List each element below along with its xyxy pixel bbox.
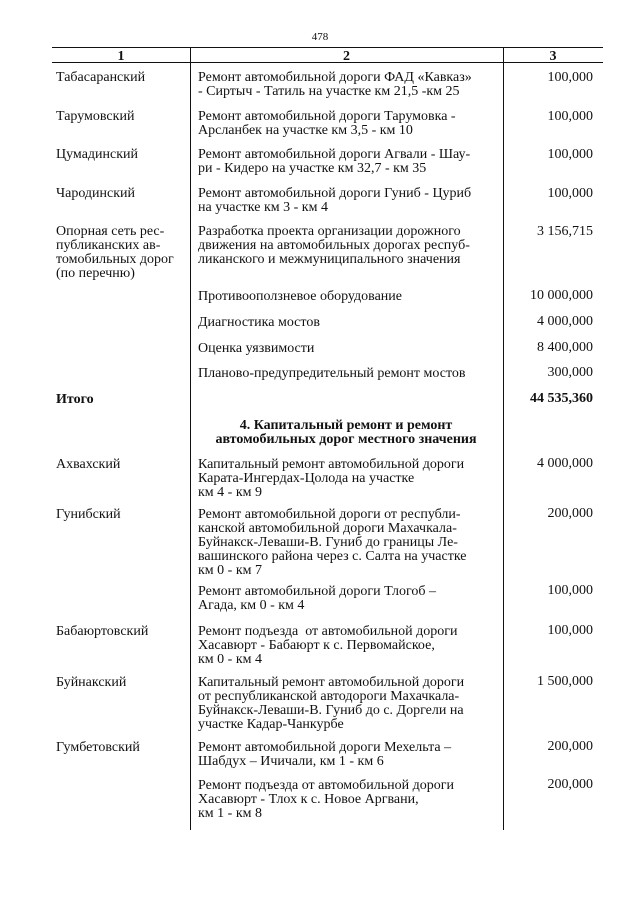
header-col-2: 2 xyxy=(343,49,350,64)
row-amount: 200,000 xyxy=(547,506,593,521)
column-divider-2 xyxy=(503,47,504,830)
row-district: Табасаранский xyxy=(56,70,146,85)
row-amount: 200,000 xyxy=(547,777,593,792)
row-work: Ремонт автомобильной дороги Гуниб - Цуриб на участке км 3 - км 4 xyxy=(198,186,472,215)
row-work: Ремонт подъезда от автомобильной дороги Хасавюрт - Бабаюрт к с. Первомайское, км 0 - км 4 xyxy=(198,624,458,667)
row-amount: 100,000 xyxy=(547,623,593,638)
section-heading: 4. Капитальный ремонт и ремонт автомобильных дорог местного значения xyxy=(215,418,477,447)
row-amount: 100,000 xyxy=(547,70,593,85)
row-work: Ремонт автомобильной дороги Тарумовка - Арсланбек на участке км 3,5 - км 10 xyxy=(198,109,456,138)
row-work: Ремонт подъезда от автомобильной дороги Хасавюрт - Тлох к с. Новое Аргвани, км 1 - км 8 xyxy=(198,778,454,821)
row-amount: 8 400,000 xyxy=(537,340,593,355)
row-district: Буйнакский xyxy=(56,675,127,690)
column-divider-1 xyxy=(190,47,191,830)
row-amount: 3 156,715 xyxy=(537,224,593,239)
page-number: 478 xyxy=(311,31,329,43)
row-work: Ремонт автомобильной дороги Агвали - Шау- ри - Кидеро на участке км 32,7 - км 35 xyxy=(198,147,471,176)
row-amount: 100,000 xyxy=(547,583,593,598)
row-work: Капитальный ремонт автомобильной дороги Карата-Ингердах-Цолода на участке км 4 - км 9 xyxy=(198,457,465,500)
total-amount: 44 535,360 xyxy=(530,391,593,406)
row-amount: 1 500,000 xyxy=(537,674,593,689)
row-district: Чародинский xyxy=(56,186,136,201)
row-work: Ремонт автомобильной дороги от республи- канской автомобильной дороги Махачкала- Буйнакск-Леваши-В. Гуниб до границы Ле- вашинского района через с. Салта на участке км 0 - км 7 xyxy=(198,507,467,578)
row-district: Бабаюртовский xyxy=(56,624,149,639)
row-district: Тарумовский xyxy=(56,109,135,124)
row-district: Ахвахский xyxy=(56,457,121,472)
row-amount: 300,000 xyxy=(547,365,593,380)
header-col-3: 3 xyxy=(549,49,557,64)
row-work: Ремонт автомобильной дороги ФАД «Кавказ» - Сиртыч - Татиль на участке км 21,5 -км 25 xyxy=(198,70,472,99)
row-work: Противооползневое оборудование xyxy=(198,289,402,304)
total-label: Итого xyxy=(56,392,94,407)
row-amount: 100,000 xyxy=(547,147,593,162)
row-amount: 100,000 xyxy=(547,109,593,124)
row-work: Ремонт автомобильной дороги Мехельта – Шабдух – Ичичали, км 1 - км 6 xyxy=(198,740,452,769)
row-work: Разработка проекта организации дорожного движения на автомобильных дорогах респуб- ликанского и межмуниципального значения xyxy=(198,224,470,267)
row-work: Капитальный ремонт автомобильной дороги от республиканской автодороги Махачкала- Буйнакск-Леваши-В. Гуниб до с. Доргели на участке Кадар-Чанкурбе xyxy=(198,675,465,732)
header-col-1: 1 xyxy=(117,49,125,64)
row-work: Диагностика мостов xyxy=(198,315,320,330)
row-amount: 4 000,000 xyxy=(537,314,593,329)
row-amount: 10 000,000 xyxy=(530,288,593,303)
row-district: Цумадинский xyxy=(56,147,139,162)
header-top-rule xyxy=(52,47,603,48)
row-amount: 200,000 xyxy=(547,739,593,754)
row-amount: 4 000,000 xyxy=(537,456,593,471)
row-district: Опорная сеть рес- публиканских ав- томобильных дорог (по перечню) xyxy=(56,224,174,281)
row-work: Планово-предупредительный ремонт мостов xyxy=(198,366,466,381)
row-work: Оценка уязвимости xyxy=(198,341,315,356)
row-amount: 100,000 xyxy=(547,186,593,201)
row-district: Гумбетовский xyxy=(56,740,140,755)
row-district: Гунибский xyxy=(56,507,121,522)
row-work: Ремонт автомобильной дороги Тлогоб – Агада, км 0 - км 4 xyxy=(198,584,436,613)
